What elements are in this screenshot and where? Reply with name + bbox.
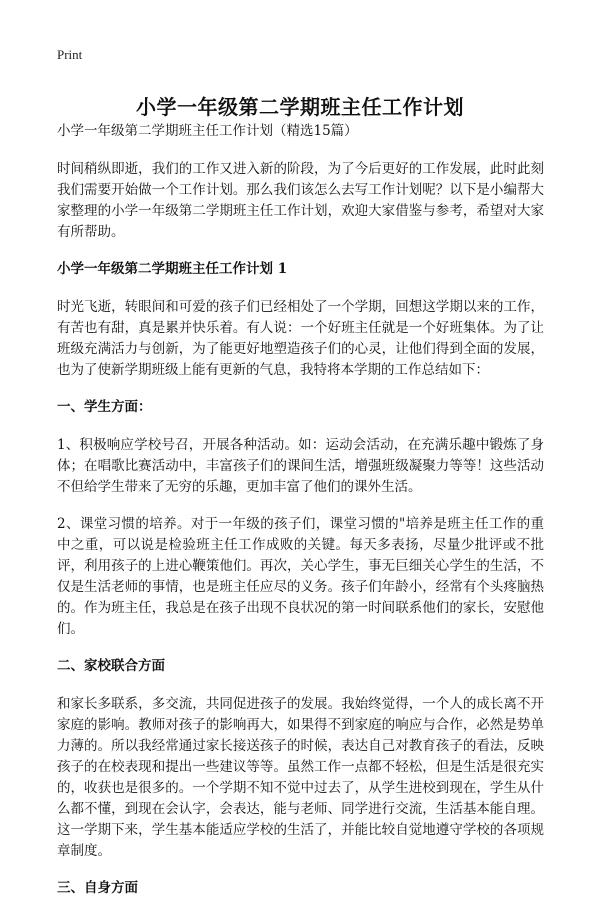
section-self-heading: 三、自身方面 [57,880,138,896]
plan-heading: 小学一年级第二学期班主任工作计划 1 [57,261,288,277]
section-home-school-paragraph: 和家长多联系，多交流，共同促进孩子的发展。我始终觉得，一个人的成长离不开家庭的影响。教师对孩子的影响再大，如果得不到家庭的响应与合作，必然是势单力薄的。所以我经常通过家长接送孩子的时候，表达自己对教育孩子的看法，反映孩子的在校表现和提出一些建议等等。虽然工作一点都不轻松，但是生活是很充实的，收获也是很多的。一个学期不知不觉中过去了，从学生进校到现在，学生从什么都不懂，到现在会认字，会表达，能与老师、同学进行交流，生活基本能自理。这一学期下来，学生基本能适应学校的生活了，并能比较自觉地遵守学校的各项规章制度。 [57,696,544,859]
section-students-paragraph-2: 2、课堂习惯的培养。对于一年级的孩子们，课堂习惯的"培养是班主任工作的重中之重，可以说是检验班主任工作成败的关键。每天多表扬，尽量少批评或不批评，利用孩子的上进心鞭策他们。再次，关心学生，事无巨细关心学生的生活，不仅是生活老师的事情，也是班主任应尽的义务。孩子们年龄小，经常有个头疼脑热的。作为班主任，我总是在孩子出现不良状况的第一时间联系他们的家长，安慰他们。 [57,516,544,637]
document-title: 小学一年级第二学期班主任工作计划 [136,95,464,120]
section-home-school-heading: 二、家校联合方面 [57,658,165,674]
section-students-paragraph-1: 1、积极响应学校号召，开展各种活动。如：运动会活动，在充满乐趣中锻炼了身体；在唱歌比赛活动中，丰富孩子们的课间生活，增强班级凝聚力等等！这些活动不但给学生带来了无穷的乐趣，更加丰富了他们的课外生活。 [57,437,544,495]
section-students-heading: 一、学生方面： [57,399,152,415]
document-body [57,121,544,916]
print-link[interactable]: Print [57,47,83,62]
document-subtitle: 小学一年级第二学期班主任工作计划（精选15篇） [57,123,358,139]
plan-intro-paragraph: 时光飞逝，转眼间和可爱的孩子们已经相处了一个学期，回想这学期以来的工作，有苦也有甜，真是累并快乐着。有人说：一个好班主任就是一个好班集体。为了让班级充满活力与创新，为了能更好地塑造孩子们的心灵，让他们得到全面的发展，也为了使新学期班级上能有更新的气息，我特将本学期的工作总结如下： [57,299,544,378]
intro-paragraph: 时间稍纵即逝，我们的工作又进入新的阶段，为了今后更好的工作发展，此时此刻我们需要开始做一个工作计划。那么我们该怎么去写工作计划呢？以下是小编帮大家整理的小学一年级第二学期班主任工作计划，欢迎大家借鉴与参考，希望对大家有所帮助。 [57,161,544,240]
